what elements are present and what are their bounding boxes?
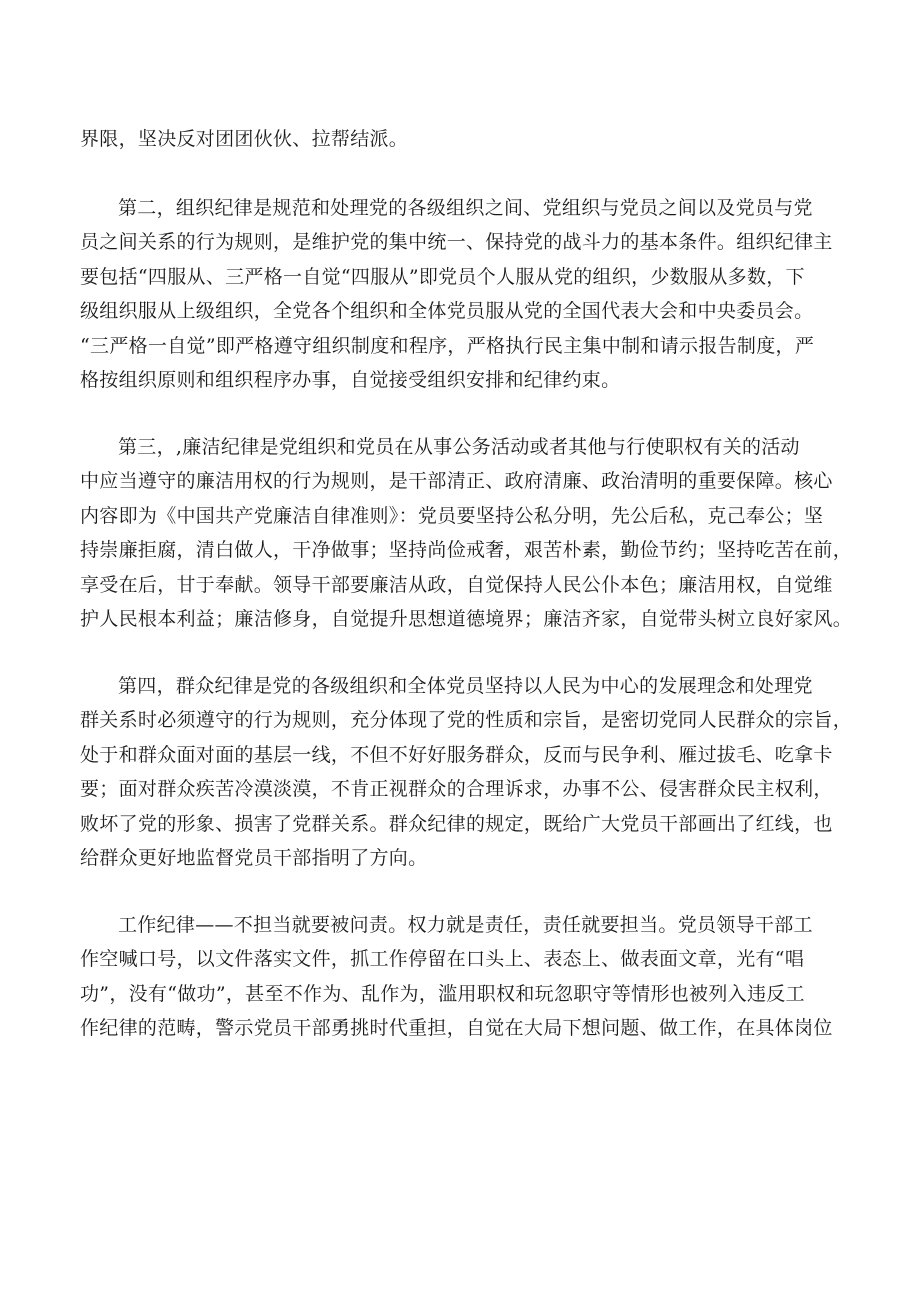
text-line: 格按组织原则和组织程序办事，自觉接受组织安排和纪律约束。 (80, 369, 621, 391)
text-line: 作空喊口号，以文件落实文件，抓工作停留在口头上、表态上、做表面文章，光有“唱 (80, 948, 805, 970)
text-line: 第三，,廉洁纪律是党组织和党员在从事公务活动或者其他与行使职权有关的活动 (118, 435, 800, 458)
text-line: 界限，坚决反对团团伙伙、拉帮结派。 (80, 128, 409, 150)
text-line: 处于和群众面对面的基层一线，不但不好好服务群众，反而与民争利、雁过拔毛、吃拿卡 (80, 743, 833, 766)
text-line: 第四，群众纪律是党的各级组织和全体党员坚持以人民为中心的发展理念和处理党 (118, 674, 813, 697)
text-line: 享受在后，甘于奉献。领导干部要廉洁从政，自觉保持人民公仆本色；廉洁用权，自觉维 (80, 573, 833, 596)
paragraph-5 (80, 908, 852, 1046)
text-line: 要；面对群众疾苦冷漠淡漠，不肯正视群众的合理诉求，办事不公、侵害群众民主权利， (80, 778, 833, 800)
text-line: 持崇廉拒腐，清白做人，干净做事；坚持尚俭戒奢，艰苦朴素，勤俭节约；坚持吃苦在前， (80, 539, 852, 561)
paragraph-4 (80, 669, 852, 876)
text-line: 内容即为《中国共产党廉洁自律准则》：党员要坚持公私分明，先公后私，克己奉公；坚 (80, 504, 824, 527)
paragraph-2 (80, 191, 852, 398)
text-line: 级组织服从上级组织，全党各个组织和全体党员服从党的全国代表大会和中央委员会。 (80, 300, 814, 322)
text-line: 功”，没有“做功”，甚至不作为、乱作为，滥用职权和玩忽职守等情形也被列入违反工 (80, 982, 805, 1005)
paragraph-3 (80, 430, 852, 637)
text-line: 群关系时必须遵守的行为规则，充分体现了党的性质和宗旨，是密切党同人民群众的宗旨， (80, 709, 852, 731)
text-line: 中应当遵守的廉洁用权的行为规则，是干部清正、政府清廉、政治清明的重要保障。核心 (80, 470, 833, 492)
text-line: 败坏了党的形象、损害了党群关系。群众纪律的规定，既给广大党员干部画出了红线，也 (80, 812, 833, 835)
document-body (80, 122, 852, 1078)
text-line: 员之间关系的行为规则，是维护党的集中统一、保持党的战斗力的基本条件。组织纪律主 (80, 231, 833, 253)
paragraph-1 (80, 122, 852, 157)
text-line: 工作纪律——不担当就要被问责。权力就是责任，责任就要担当。党员领导干部工 (118, 913, 813, 936)
text-line: “三严格一自觉”即严格遵守组织制度和程序，严格执行民主集中制和请示报告制度，严 (80, 334, 815, 357)
text-line: 给群众更好地监督党员干部指明了方向。 (80, 847, 428, 869)
text-line: 第二，组织纪律是规范和处理党的各级组织之间、党组织与党员之间以及党员与党 (118, 196, 813, 219)
text-line: 护人民根本利益；廉洁修身，自觉提升思想道德境界；廉洁齐家，自觉带头树立良好家风。 (80, 608, 852, 630)
text-line: 作纪律的范畴，警示党员干部勇挑时代重担，自觉在大局下想问题、做工作，在具体岗位 (80, 1017, 833, 1039)
text-line: 要包括“四服从、三严格一自觉“四服从”即党员个人服从党的组织，少数服从多数，下 (80, 265, 805, 288)
